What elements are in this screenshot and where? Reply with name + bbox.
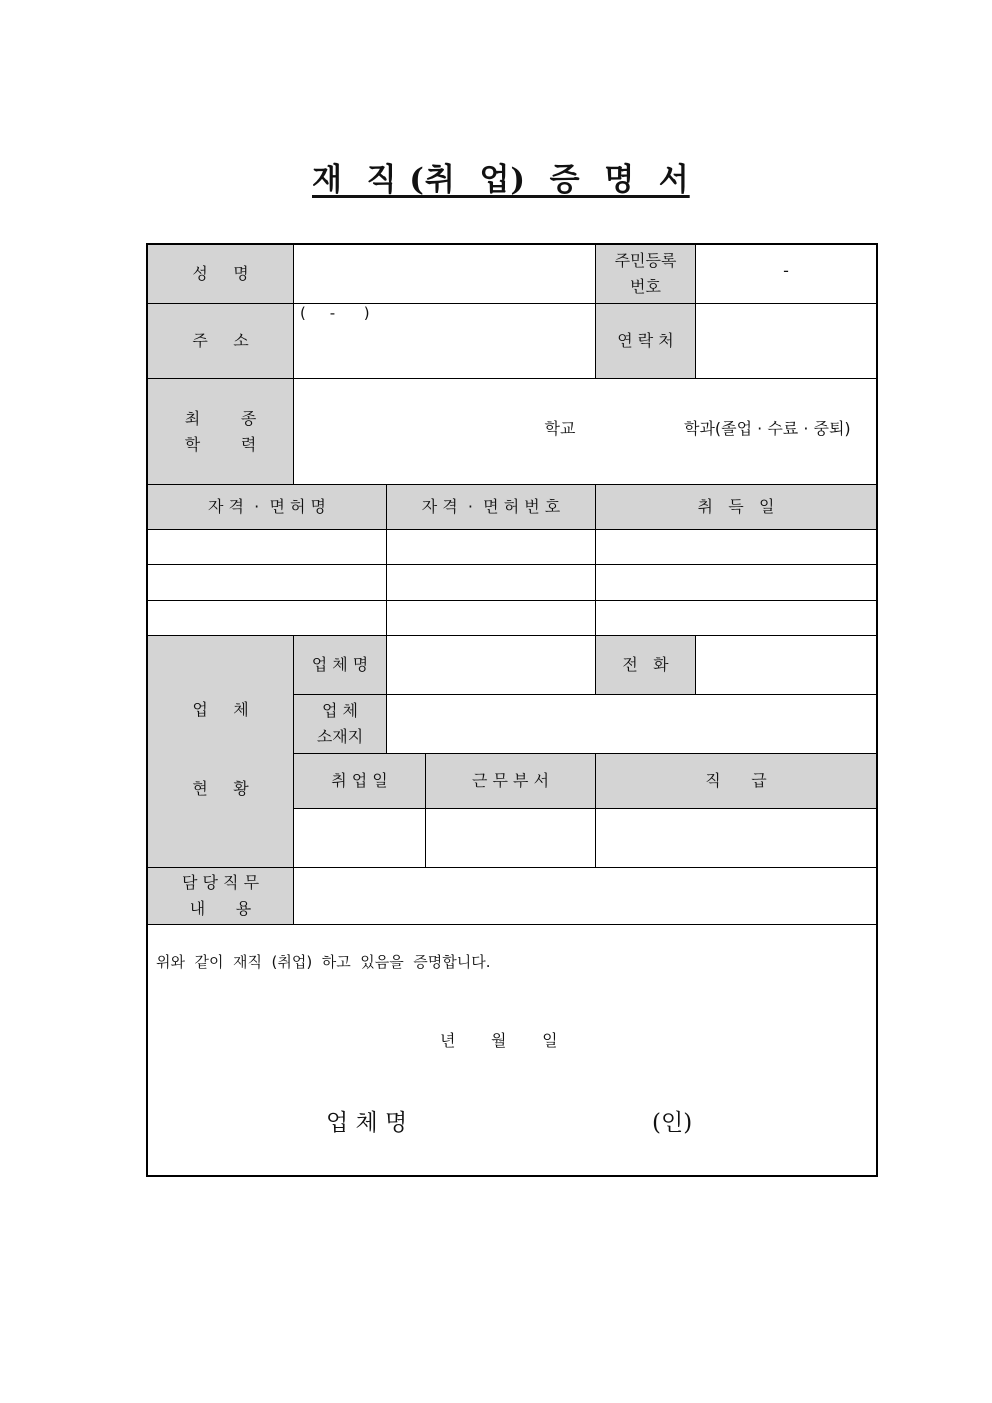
- license-number-cell[interactable]: [387, 565, 595, 600]
- rrn-label: [596, 245, 695, 303]
- signature-company-name-label: 업 체 명: [326, 1110, 408, 1136]
- document-title: 재 직 (취 업) 증 명 서: [312, 162, 690, 198]
- company-section-label-line1: 업 체: [192, 700, 249, 719]
- location-label: [294, 695, 386, 753]
- department-label: 근 무 부 서: [471, 771, 550, 790]
- rrn-field[interactable]: -: [783, 261, 789, 280]
- duties-label: [148, 868, 293, 924]
- company-section-label-cell: [148, 636, 293, 867]
- issue-date: 년 월 일: [440, 1031, 558, 1050]
- company-name-label: 업 체 명: [311, 655, 369, 674]
- location-label-line2: 소재지: [316, 727, 364, 746]
- contact-field[interactable]: [696, 304, 876, 378]
- duties-label-line2: 내 용: [189, 899, 252, 918]
- duties-label-line1: 담 당 직 무: [181, 873, 260, 892]
- department-field[interactable]: [426, 809, 595, 867]
- seal-mark: (인): [652, 1110, 693, 1136]
- phone-field[interactable]: [696, 636, 876, 694]
- phone-label: 전 화: [622, 655, 669, 674]
- hire-date-field[interactable]: [294, 809, 425, 867]
- license-name-cell[interactable]: [148, 601, 386, 635]
- education-school-text: 학교: [544, 419, 576, 438]
- location-label-line1: 업 체: [322, 701, 358, 720]
- rrn-label-line1: 주민등록: [614, 251, 677, 270]
- row-divider: [148, 924, 876, 925]
- education-label: [148, 379, 293, 484]
- company-name-field[interactable]: [387, 636, 595, 694]
- certification-statement: 위와 같이 재직 (취업) 하고 있음을 증명합니다.: [156, 953, 491, 971]
- address-field[interactable]: ( - ): [300, 304, 370, 322]
- education-label-line1: 최 종: [184, 408, 257, 428]
- name-label: 성 명: [192, 264, 249, 283]
- license-name-cell[interactable]: [148, 565, 386, 600]
- license-date-header: 취 득 일: [697, 497, 775, 516]
- rank-label: 직 급: [705, 771, 767, 790]
- license-name-cell[interactable]: [148, 530, 386, 564]
- address-label: 주 소: [192, 331, 249, 350]
- license-number-cell[interactable]: [387, 601, 595, 635]
- license-number-cell[interactable]: [387, 530, 595, 564]
- license-date-cell[interactable]: [596, 565, 876, 600]
- company-section-label-line2: 현 황: [192, 779, 249, 798]
- duties-field[interactable]: [294, 868, 876, 924]
- education-dept-text: 학과(졸업 · 수료 · 중퇴): [684, 419, 851, 438]
- contact-label: 연 락 처: [617, 331, 674, 350]
- license-date-cell[interactable]: [596, 530, 876, 564]
- rrn-label-line2: 번호: [630, 277, 661, 296]
- hire-date-label: 취 업 일: [331, 771, 388, 790]
- name-field[interactable]: [294, 245, 595, 303]
- license-number-header: 자 격 · 면 허 번 호: [421, 497, 561, 516]
- education-label-line2: 학 력: [184, 434, 257, 454]
- license-date-cell[interactable]: [596, 601, 876, 635]
- location-field[interactable]: [387, 695, 876, 753]
- license-name-header: 자 격 · 면 허 명: [208, 497, 326, 516]
- rank-field[interactable]: [596, 809, 876, 867]
